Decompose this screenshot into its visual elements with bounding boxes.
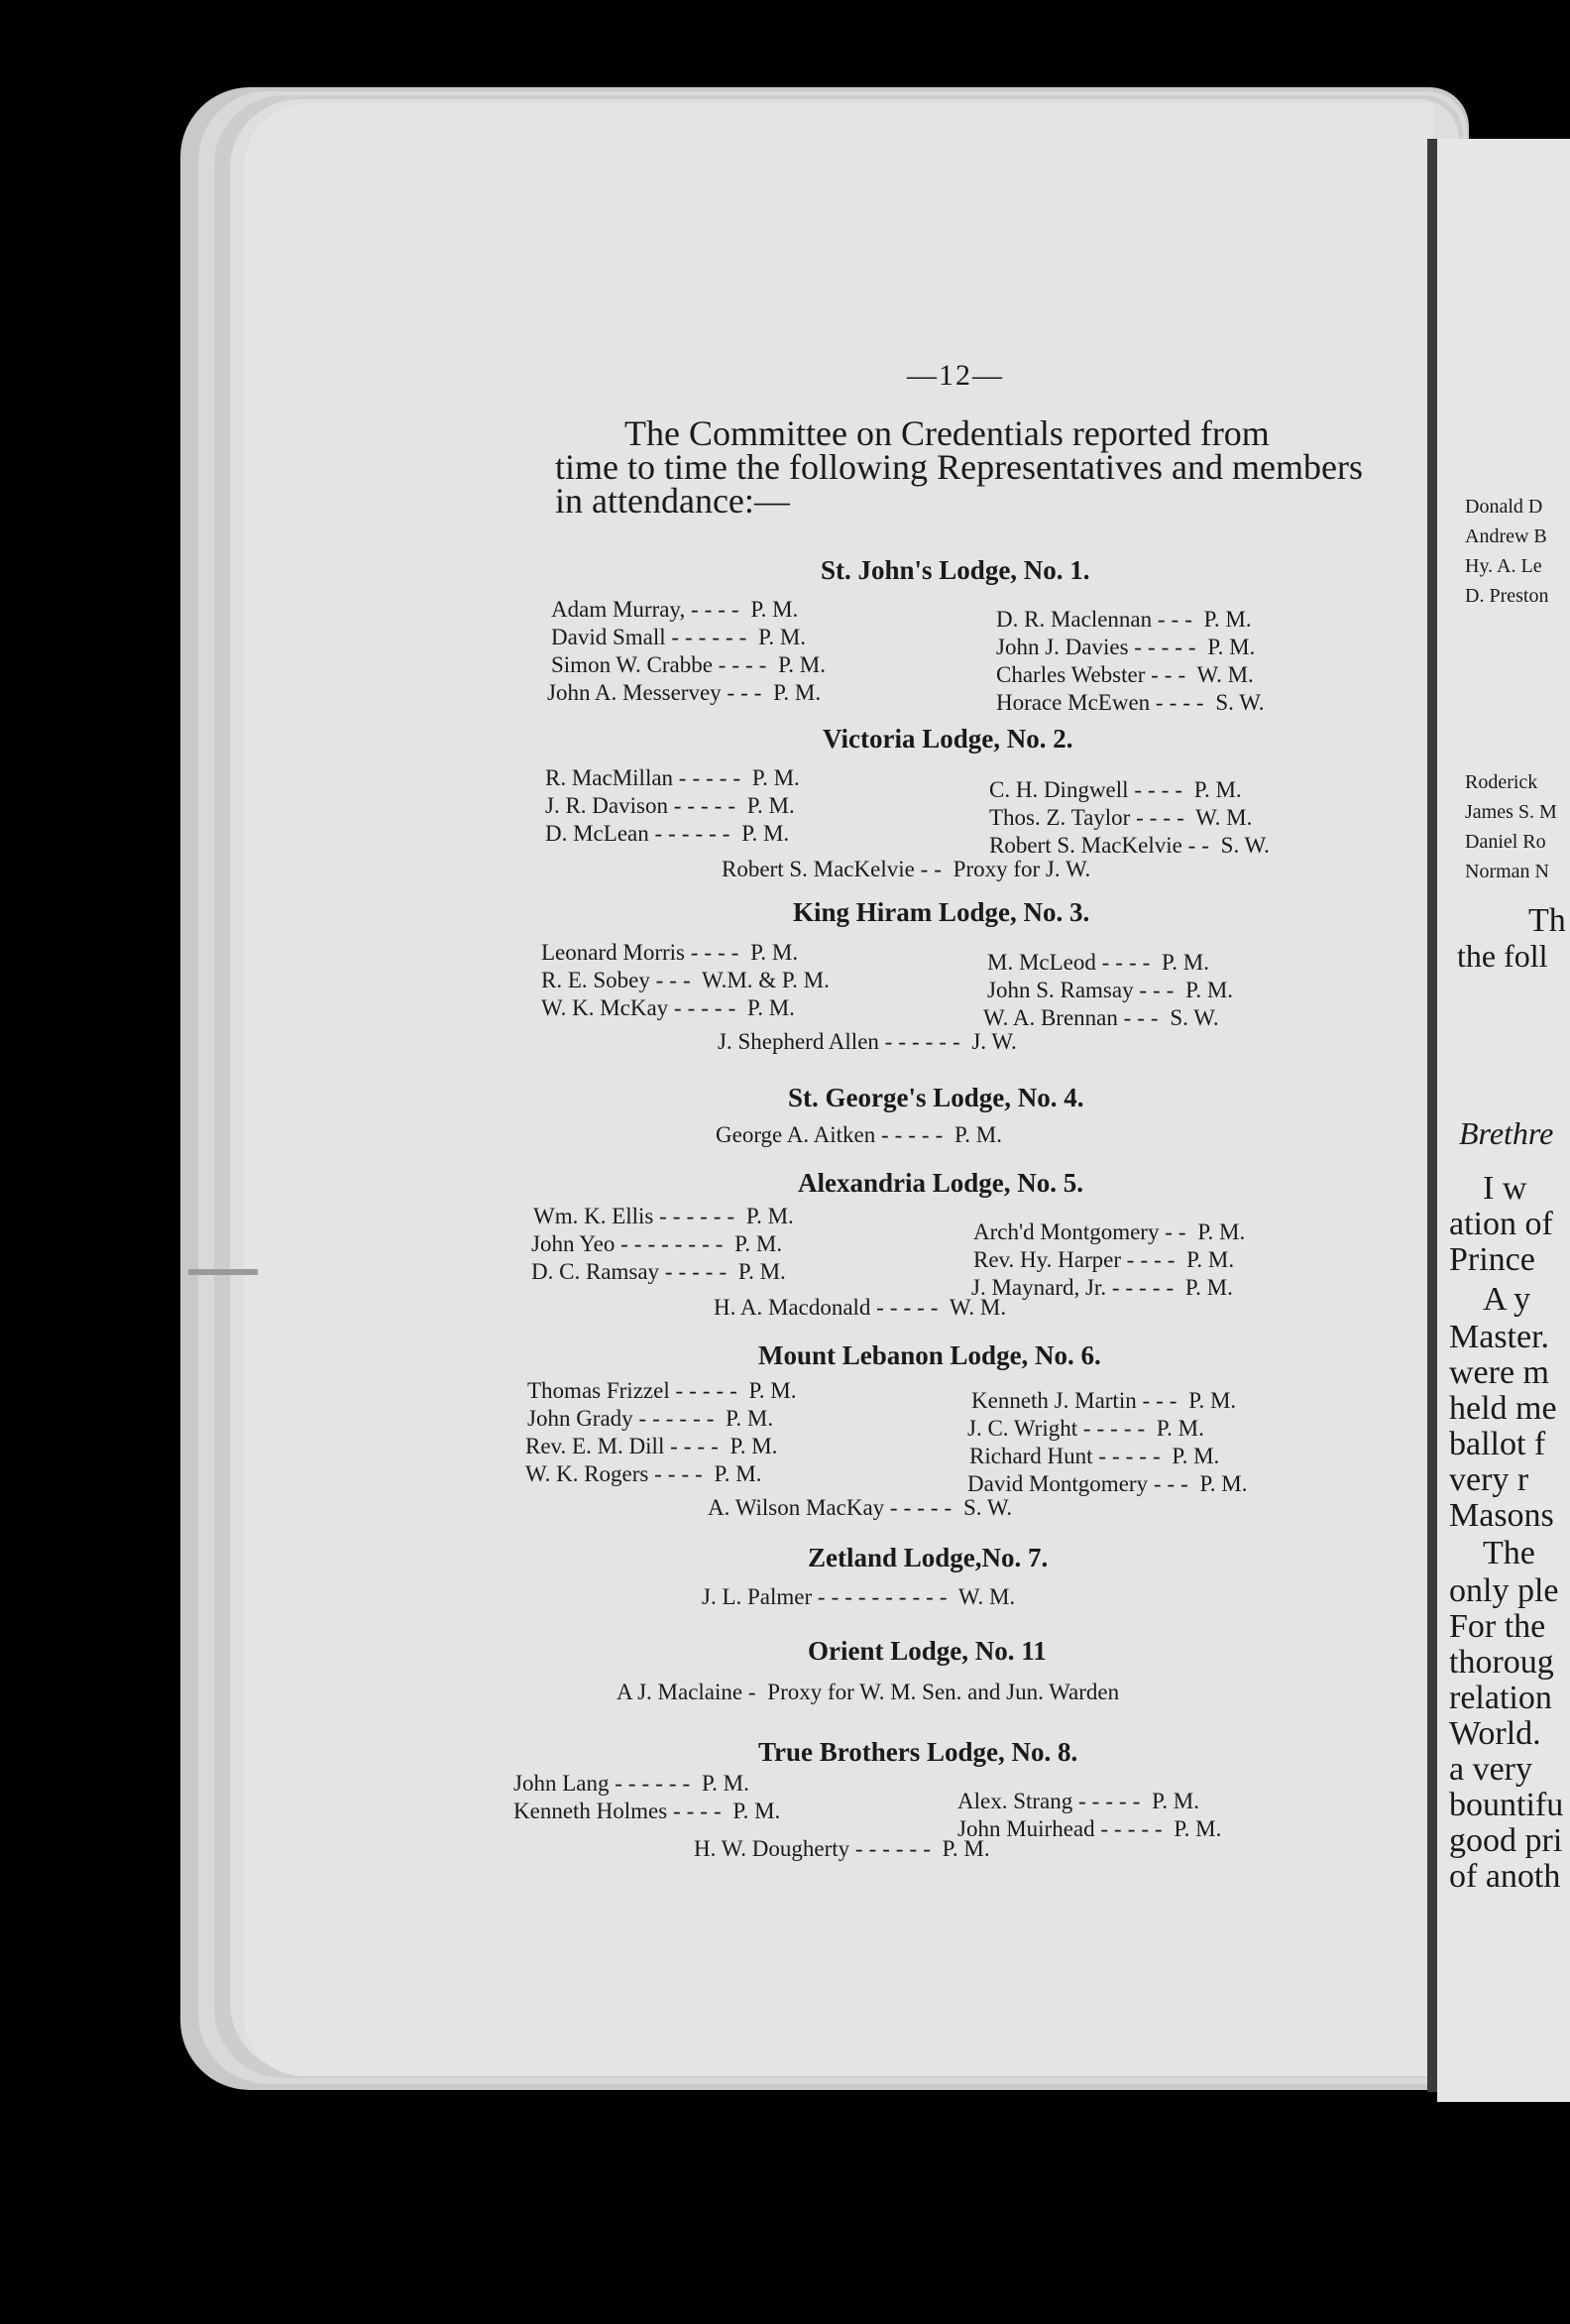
member-rank: P. M. <box>1203 607 1252 632</box>
member-rank: P. M. <box>1184 1275 1233 1300</box>
member-entry: Thos. Z. Taylor ---- W. M. <box>989 805 1253 830</box>
member-name: George A. Aitken <box>716 1122 876 1147</box>
right-page-name: Daniel Ro <box>1465 831 1546 853</box>
member-rank: P. M. <box>1152 1789 1200 1813</box>
right-page-text: the foll <box>1457 938 1548 974</box>
member-entry: Alex. Strang ----- P. M. <box>957 1789 1200 1813</box>
member-name: D. R. Maclennan <box>996 607 1153 632</box>
member-name: John Grady <box>527 1406 633 1431</box>
right-page-text: The <box>1483 1535 1535 1571</box>
right-page-name: Norman N <box>1465 861 1549 882</box>
right-page-text: For the <box>1449 1608 1546 1645</box>
member-name: D. C. Ramsay <box>531 1259 660 1284</box>
member-entry: Rev. E. M. Dill ---- P. M. <box>525 1434 778 1458</box>
member-rank: P. M. <box>748 1378 797 1403</box>
member-entry: A. Wilson MacKay ----- S. W. <box>708 1495 1013 1520</box>
intro-paragraph <box>555 413 1363 521</box>
lodge-title: True Brothers Lodge, No. 8. <box>758 1737 1078 1767</box>
member-entry: John J. Davies ----- P. M. <box>996 635 1256 659</box>
member-rank: P. M. <box>701 1771 749 1796</box>
right-page-name: James S. M <box>1465 801 1557 823</box>
right-page-text: Master. <box>1449 1319 1550 1355</box>
lodge-title: Victoria Lodge, No. 2. <box>823 724 1073 754</box>
member-name: John S. Ramsay <box>987 978 1134 1002</box>
right-page-name: Donald D <box>1465 496 1543 518</box>
member-name: John Lang <box>513 1771 610 1796</box>
member-name: W. A. Brennan <box>983 1005 1118 1030</box>
member-name: Rev. Hy. Harper <box>973 1247 1122 1272</box>
member-name: C. H. Dingwell <box>989 777 1129 802</box>
member-rank: Proxy for J. W. <box>953 857 1091 881</box>
member-entry: Leonard Morris ---- P. M. <box>541 940 799 965</box>
right-page-text: Masons <box>1449 1497 1554 1534</box>
member-name: Horace McEwen <box>996 690 1151 715</box>
right-page-name: Hy. A. Le <box>1465 555 1542 577</box>
member-entry: C. H. Dingwell ---- P. M. <box>989 777 1242 802</box>
member-rank: P. M. <box>751 765 800 790</box>
member-entry: John Yeo -------- P. M. <box>531 1231 783 1256</box>
member-rank: Proxy for W. M. Sen. and Jun. Warden <box>767 1680 1120 1704</box>
member-entry: John Lang ------ P. M. <box>513 1771 749 1796</box>
member-entry: H. A. Macdonald ----- W. M. <box>714 1295 1007 1320</box>
lodge-title: Zetland Lodge,No. 7. <box>808 1543 1049 1572</box>
member-entry: A J. Maclaine - Proxy for W. M. Sen. and Jun. Warden <box>617 1680 1120 1704</box>
member-entry: Charles Webster --- W. M. <box>996 662 1254 687</box>
member-rank: P. M. <box>1197 1220 1246 1244</box>
member-name: W. K. McKay <box>541 995 669 1020</box>
right-page-text: I w <box>1483 1170 1527 1207</box>
right-page-name: Roderick <box>1465 771 1538 793</box>
member-rank: P. M. <box>1162 950 1209 975</box>
member-entry: H. W. Dougherty ------ P. M. <box>694 1836 990 1861</box>
member-name: Kenneth J. Martin <box>971 1388 1137 1413</box>
member-name: Arch'd Montgomery <box>973 1220 1160 1244</box>
right-page-text: bountifu <box>1449 1787 1564 1823</box>
member-entry: George A. Aitken ----- P. M. <box>716 1122 1002 1147</box>
member-name: John J. Davies <box>996 635 1129 659</box>
member-name: Adam Murray, <box>551 597 686 622</box>
member-name: J. Maynard, Jr. <box>971 1275 1107 1300</box>
member-name: J. R. Davison <box>545 793 668 818</box>
member-entry: Adam Murray, ---- P. M. <box>551 597 799 622</box>
member-rank: P. M. <box>746 995 795 1020</box>
member-rank: S. W. <box>1215 690 1265 715</box>
member-entry: R. MacMillan ----- P. M. <box>545 765 800 790</box>
book-spine <box>1427 139 1437 2092</box>
member-rank: S. W. <box>1170 1005 1219 1030</box>
member-rank: P. M. <box>1193 777 1242 802</box>
member-rank: S. W. <box>1220 833 1270 858</box>
lodge-title: Alexandria Lodge, No. 5. <box>798 1168 1084 1198</box>
lodge-title: St. John's Lodge, No. 1. <box>821 555 1090 585</box>
member-entry: John S. Ramsay --- P. M. <box>987 978 1234 1002</box>
member-entry: Arch'd Montgomery -- P. M. <box>973 1220 1246 1244</box>
member-name: R. E. Sobey <box>541 968 650 992</box>
member-entry: J. C. Wright ----- P. M. <box>967 1416 1204 1441</box>
member-name: J. C. Wright <box>967 1416 1078 1441</box>
member-entry: John Grady ------ P. M. <box>527 1406 774 1431</box>
member-rank: P. M. <box>750 940 799 965</box>
member-rank: P. M. <box>1174 1816 1222 1841</box>
intro-line-1: The Committee on Credentials reported from <box>624 413 1270 453</box>
right-page-text: were m <box>1449 1354 1550 1391</box>
member-rank: P. M. <box>737 1259 786 1284</box>
member-name: R. MacMillan <box>545 765 674 790</box>
member-name: Thos. Z. Taylor <box>989 805 1131 830</box>
right-page-name: Andrew B <box>1465 525 1547 547</box>
member-entry: David Montgomery --- P. M. <box>967 1471 1248 1496</box>
member-name: Rev. E. M. Dill <box>525 1434 665 1458</box>
member-name: D. McLean <box>545 821 649 846</box>
member-name: H. W. Dougherty <box>694 1836 850 1861</box>
member-entry: Robert S. MacKelvie -- Proxy for J. W. <box>722 857 1091 881</box>
member-name: J. L. Palmer <box>702 1584 813 1609</box>
member-rank: S. W. <box>962 1495 1013 1520</box>
page-fold <box>188 1269 258 1275</box>
member-entry: David Small ------ P. M. <box>551 625 807 649</box>
member-rank: P. M. <box>741 821 790 846</box>
member-rank: W. M. <box>1196 662 1254 687</box>
lodge-title: King Hiram Lodge, No. 3. <box>793 897 1090 927</box>
right-page-text: thoroug <box>1449 1644 1554 1681</box>
member-rank: P. M. <box>1156 1416 1204 1441</box>
member-entry: Simon W. Crabbe ---- P. M. <box>551 652 827 677</box>
member-entry: W. K. Rogers ---- P. M. <box>525 1461 762 1486</box>
member-entry: Horace McEwen ---- S. W. <box>996 690 1265 715</box>
member-rank: P. M. <box>778 652 827 677</box>
member-entry: John Muirhead ----- P. M. <box>957 1816 1222 1841</box>
member-rank: P. M. <box>1188 1388 1237 1413</box>
member-name: David Montgomery <box>967 1471 1149 1496</box>
right-page-text: good pri <box>1449 1822 1563 1859</box>
right-page-text: a very <box>1449 1751 1533 1788</box>
member-entry: Thomas Frizzel ----- P. M. <box>527 1378 797 1403</box>
member-name: J. Shepherd Allen <box>718 1029 879 1054</box>
member-name: Alex. Strang <box>957 1789 1073 1813</box>
right-page-text: ation of <box>1449 1206 1553 1242</box>
member-name: John Yeo <box>531 1231 616 1256</box>
right-page-text: relation <box>1449 1680 1552 1716</box>
member-rank: P. M. <box>745 1204 794 1228</box>
member-rank: P. M. <box>732 1799 781 1823</box>
member-rank: P. M. <box>942 1836 990 1861</box>
member-rank: P. M. <box>758 625 807 649</box>
right-page-text: of anoth <box>1449 1858 1561 1895</box>
member-entry: J. Shepherd Allen ------ J. W. <box>718 1029 1017 1054</box>
right-page-heading: Brethre <box>1459 1115 1554 1151</box>
member-entry: W. K. McKay ----- P. M. <box>541 995 795 1020</box>
member-rank: P. M. <box>746 793 795 818</box>
member-entry: D. C. Ramsay ----- P. M. <box>531 1259 786 1284</box>
member-name: Robert S. MacKelvie <box>989 833 1182 858</box>
member-rank: P. M. <box>714 1461 762 1486</box>
member-name: John Muirhead <box>957 1816 1095 1841</box>
member-rank: P. M. <box>1172 1444 1220 1468</box>
member-rank: W. M. <box>949 1295 1007 1320</box>
member-name: Thomas Frizzel <box>527 1378 670 1403</box>
member-rank: P. M. <box>954 1122 1002 1147</box>
member-rank: P. M. <box>1207 635 1256 659</box>
member-entry: Robert S. MacKelvie -- S. W. <box>989 833 1270 858</box>
member-name: John A. Messervey <box>547 680 722 705</box>
member-name: Kenneth Holmes <box>513 1799 668 1823</box>
member-entry: R. E. Sobey --- W.M. & P. M. <box>541 968 830 992</box>
member-entry: D. R. Maclennan --- P. M. <box>996 607 1252 632</box>
member-rank: P. M. <box>1199 1471 1248 1496</box>
member-rank: P. M. <box>1185 978 1234 1002</box>
member-rank: W. M. <box>957 1584 1016 1609</box>
member-rank: P. M. <box>750 597 799 622</box>
intro-line-2: time to time the following Representatives and members in attendance:— <box>555 447 1363 521</box>
right-page-text: Th <box>1528 902 1566 939</box>
member-rank: W.M. & P. M. <box>701 968 830 992</box>
member-rank: P. M. <box>729 1434 778 1458</box>
member-rank: P. M. <box>773 680 822 705</box>
right-page-name: D. Preston <box>1465 585 1549 607</box>
right-page-text: A y <box>1483 1281 1531 1318</box>
member-name: David Small <box>551 625 666 649</box>
lodge-title: St. George's Lodge, No. 4. <box>788 1083 1084 1112</box>
member-entry: John A. Messervey --- P. M. <box>547 680 822 705</box>
member-name: Wm. K. Ellis <box>533 1204 654 1228</box>
member-entry: Kenneth J. Martin --- P. M. <box>971 1388 1237 1413</box>
member-rank: P. M. <box>1186 1247 1235 1272</box>
member-entry: J. R. Davison ----- P. M. <box>545 793 795 818</box>
right-page-text: Prince <box>1449 1241 1535 1278</box>
member-name: Richard Hunt <box>969 1444 1093 1468</box>
member-name: Simon W. Crabbe <box>551 652 713 677</box>
lodge-title: Orient Lodge, No. 11 <box>808 1636 1047 1666</box>
member-entry: Richard Hunt ----- P. M. <box>969 1444 1220 1468</box>
member-entry: J. Maynard, Jr. ----- P. M. <box>971 1275 1233 1300</box>
member-name: Leonard Morris <box>541 940 685 965</box>
right-page-text: held me <box>1449 1390 1557 1427</box>
member-name: A. Wilson MacKay <box>708 1495 885 1520</box>
member-rank: W. M. <box>1195 805 1253 830</box>
member-entry: Wm. K. Ellis ------ P. M. <box>533 1204 794 1228</box>
member-rank: P. M. <box>726 1406 774 1431</box>
member-entry: W. A. Brennan --- S. W. <box>983 1005 1219 1030</box>
right-page-text: very r <box>1449 1461 1529 1498</box>
member-entry: J. L. Palmer ---------- W. M. <box>702 1584 1016 1609</box>
member-entry: Rev. Hy. Harper ---- P. M. <box>973 1247 1235 1272</box>
right-page-text: World. <box>1449 1715 1541 1752</box>
page-number: —12— <box>907 359 1004 392</box>
member-name: Charles Webster <box>996 662 1146 687</box>
member-entry: M. McLeod ---- P. M. <box>987 950 1209 975</box>
member-name: W. K. Rogers <box>525 1461 649 1486</box>
lodge-title: Mount Lebanon Lodge, No. 6. <box>758 1340 1101 1370</box>
member-entry: Kenneth Holmes ---- P. M. <box>513 1799 781 1823</box>
member-name: M. McLeod <box>987 950 1096 975</box>
member-rank: J. W. <box>971 1029 1017 1054</box>
member-rank: P. M. <box>734 1231 783 1256</box>
right-page-text: only ple <box>1449 1572 1559 1609</box>
member-name: Robert S. MacKelvie <box>722 857 915 881</box>
member-name: A J. Maclaine <box>617 1680 743 1704</box>
member-entry: D. McLean ------ P. M. <box>545 821 790 846</box>
right-page-text: ballot f <box>1449 1426 1546 1462</box>
member-name: H. A. Macdonald <box>714 1295 871 1320</box>
